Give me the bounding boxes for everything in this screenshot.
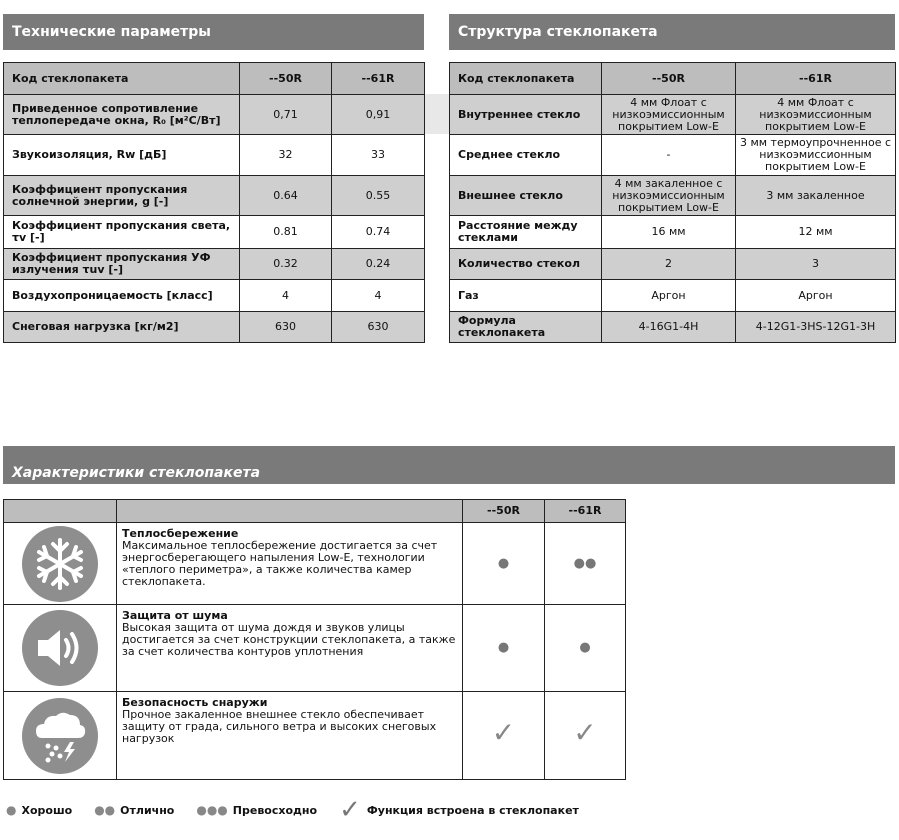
table-row bbox=[450, 216, 896, 249]
rating-61r: ●● bbox=[545, 523, 626, 605]
struct-row-label: Внешнее стекло bbox=[450, 176, 602, 216]
hail-cloud-icon bbox=[22, 698, 98, 774]
tech-row-value-61r: 4 bbox=[332, 280, 425, 312]
tech-row-label: Коэффициент пропускания УФ излучения τuv [-] bbox=[4, 249, 240, 280]
legend-label: Хорошо bbox=[21, 803, 73, 817]
struct-row-value-50r: - bbox=[602, 135, 736, 176]
table-row bbox=[4, 692, 626, 780]
tech-row-label: Звукоизоляция, Rw [дБ] bbox=[4, 135, 240, 176]
struct-header-col2: --61R bbox=[736, 63, 896, 95]
tech-row-value-50r: 0.64 bbox=[240, 176, 332, 216]
rating-61r: ● bbox=[545, 605, 626, 692]
struct-row-value-50r: 4 мм Флоат с низкоэмиссионным покрытием Low-E bbox=[602, 95, 736, 135]
table-row bbox=[450, 176, 896, 216]
dot-icon: ● bbox=[6, 803, 17, 817]
struct-row-value-50r: 4-16G1-4H bbox=[602, 312, 736, 343]
struct-row-value-61r: 3 мм термоупрочненное с низкоэмиссионным покрытием Low-E bbox=[736, 135, 896, 176]
tech-row-value-50r: 32 bbox=[240, 135, 332, 176]
table-row bbox=[4, 176, 425, 216]
struct-row-value-61r: 3 мм закаленное bbox=[736, 176, 896, 216]
struct-row-value-61r: 4 мм Флоат с низкоэмиссионным покрытием Low-E bbox=[736, 95, 896, 135]
struct-header-label: Код стеклопакета bbox=[450, 63, 602, 95]
check-icon: ✓ bbox=[573, 715, 597, 749]
features-table bbox=[3, 499, 626, 780]
structure-table bbox=[449, 62, 896, 343]
struct-row-label: Расстояние между стеклами bbox=[450, 216, 602, 249]
struct-row-value-61r: 12 мм bbox=[736, 216, 896, 249]
table-row bbox=[4, 249, 425, 280]
feature-title: Безопасность снаружи bbox=[122, 696, 268, 709]
check-icon: ✓ bbox=[339, 795, 361, 825]
table-row bbox=[4, 280, 425, 312]
feature-title: Теплосбережение bbox=[122, 527, 239, 540]
legend-item-builtin bbox=[339, 795, 579, 825]
features-title: Характеристики стеклопакета bbox=[12, 465, 261, 481]
tech-row-value-61r: 0,91 bbox=[332, 95, 425, 135]
snowflake-icon bbox=[22, 526, 98, 602]
tech-row-value-61r: 630 bbox=[332, 312, 425, 343]
legend-item-good bbox=[6, 803, 72, 817]
table-row bbox=[4, 312, 425, 343]
table-row bbox=[450, 249, 896, 280]
table-row bbox=[450, 312, 896, 343]
tech-row-value-61r: 33 bbox=[332, 135, 425, 176]
table-row bbox=[4, 95, 425, 135]
struct-row-label: Газ bbox=[450, 280, 602, 312]
tech-row-value-50r: 0,71 bbox=[240, 95, 332, 135]
row-connector bbox=[424, 94, 449, 134]
feature-text: Прочное закаленное внешнее стекло обеспечивает защиту от града, сильного ветра и высоких снеговых нагрузок bbox=[122, 708, 437, 745]
tech-row-value-50r: 0.81 bbox=[240, 216, 332, 249]
legend-item-excellent bbox=[94, 803, 174, 817]
tech-row-value-61r: 0.74 bbox=[332, 216, 425, 249]
tech-row-label: Снеговая нагрузка [кг/м2] bbox=[4, 312, 240, 343]
tech-row-label: Коэффициент пропускания солнечной энергии, g [-] bbox=[4, 176, 240, 216]
tech-params-title: Технические параметры bbox=[12, 24, 211, 40]
struct-row-label: Среднее стекло bbox=[450, 135, 602, 176]
legend-label: Превосходно bbox=[232, 803, 318, 817]
struct-row-label: Формула стеклопакета bbox=[450, 312, 602, 343]
struct-header-row bbox=[450, 63, 896, 95]
struct-row-value-61r: 3 bbox=[736, 249, 896, 280]
struct-row-value-50r: 4 мм закаленное с низкоэмиссионным покрытием Low-E bbox=[602, 176, 736, 216]
struct-row-value-50r: 2 bbox=[602, 249, 736, 280]
feature-text: Высокая защита от шума дождя и звуков улицы достигается за счет конструкции стеклопакета, а также за счет количества контуров уплотнения bbox=[122, 621, 456, 658]
tech-row-value-61r: 0.24 bbox=[332, 249, 425, 280]
dot-icon: ●● bbox=[94, 803, 116, 817]
tech-row-value-50r: 4 bbox=[240, 280, 332, 312]
features-header-row bbox=[4, 500, 626, 523]
features-header bbox=[3, 446, 895, 484]
table-row bbox=[4, 216, 425, 249]
tech-row-label: Воздухопроницаемость [класс] bbox=[4, 280, 240, 312]
tech-row-label: Коэффициент пропускания света, τv [-] bbox=[4, 216, 240, 249]
legend-label: Отлично bbox=[120, 803, 175, 817]
features-header-empty bbox=[117, 500, 463, 523]
tech-row-value-50r: 630 bbox=[240, 312, 332, 343]
table-row bbox=[4, 135, 425, 176]
table-row bbox=[450, 135, 896, 176]
struct-row-label: Внутреннее стекло bbox=[450, 95, 602, 135]
tech-params-table bbox=[3, 62, 425, 343]
table-row bbox=[450, 95, 896, 135]
struct-row-value-61r: 4-12G1-3HS-12G1-3H bbox=[736, 312, 896, 343]
structure-header bbox=[449, 14, 895, 50]
legend-item-superb bbox=[196, 803, 317, 817]
feature-text: Максимальное теплосбережение достигается за счет энергосберегающего напыления Low-E, технологии «теплого периметра», а также количества камер стеклопакета. bbox=[122, 539, 438, 588]
table-row bbox=[450, 280, 896, 312]
struct-row-value-50r: 16 мм bbox=[602, 216, 736, 249]
rating-50r: ● bbox=[463, 523, 545, 605]
struct-row-label: Количество стекол bbox=[450, 249, 602, 280]
tech-params-header bbox=[3, 14, 424, 50]
tech-row-value-61r: 0.55 bbox=[332, 176, 425, 216]
structure-title: Структура стеклопакета bbox=[458, 24, 658, 40]
features-header-col2: --61R bbox=[545, 500, 626, 523]
tech-header-col1: --50R bbox=[240, 63, 332, 95]
struct-row-value-50r: Аргон bbox=[602, 280, 736, 312]
tech-header-col2: --61R bbox=[332, 63, 425, 95]
rating-50r: ● bbox=[463, 605, 545, 692]
tech-header-label: Код стеклопакета bbox=[4, 63, 240, 95]
features-header-col1: --50R bbox=[463, 500, 545, 523]
features-header-empty bbox=[4, 500, 117, 523]
feature-title: Защита от шума bbox=[122, 609, 228, 622]
legend-label: Функция встроена в стеклопакет bbox=[366, 803, 579, 817]
check-icon: ✓ bbox=[491, 715, 516, 749]
speaker-icon bbox=[22, 610, 98, 686]
tech-row-value-50r: 0.32 bbox=[240, 249, 332, 280]
legend bbox=[6, 795, 601, 825]
tech-header-row bbox=[4, 63, 425, 95]
struct-header-col1: --50R bbox=[602, 63, 736, 95]
table-row bbox=[4, 605, 626, 692]
table-row bbox=[4, 523, 626, 605]
dot-icon: ●●● bbox=[196, 803, 228, 817]
tech-row-label: Приведенное сопротивление теплопередаче окна, R₀ [м²С/Вт] bbox=[4, 95, 240, 135]
struct-row-value-61r: Аргон bbox=[736, 280, 896, 312]
